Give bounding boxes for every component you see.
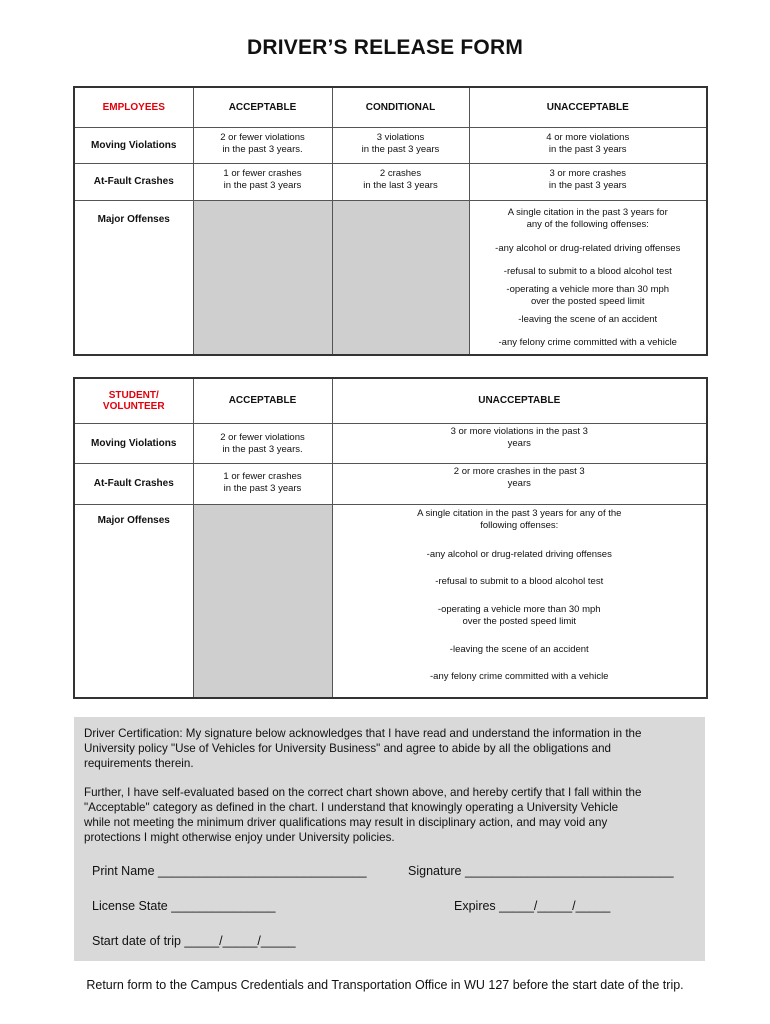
certification-paragraph: Driver Certification: My signature below acknowledges that I have read and understand the information in the University policy "Use of Vehicles for University Business" and agree to abide by all the obligations and requirements therein. bbox=[84, 727, 642, 770]
student-acceptable-header: ACCEPTABLE bbox=[193, 378, 332, 423]
emp-major-unacceptable: A single citation in the past 3 years for any of the following offenses: -any alcohol or drug-related driving offenses -refusal to submit to a blood alcohol test -operating a vehicle more than 30 mph over the posted speed limit -leaving the scene of an accident -any felony crime committed with a vehicle bbox=[469, 200, 707, 355]
self-evaluation-paragraph: Further, I have self-evaluated based on the correct chart shown above, and hereby certify that I fall within the "Acceptable" category as defined in the chart. I understand that knowingly operating a University Vehicle while not meeting the minimum driver qualifications may result in disciplinary action, and may void any protections I might otherwise enjoy under University policies. bbox=[84, 786, 642, 844]
employees-header: EMPLOYEES bbox=[74, 87, 193, 127]
conditional-header: CONDITIONAL bbox=[332, 87, 469, 127]
unacceptable-header: UNACCEPTABLE bbox=[469, 87, 707, 127]
row-label-major-offenses: Major Offenses bbox=[74, 200, 193, 355]
expires-field[interactable]: Expires _____/_____/_____ bbox=[454, 899, 611, 913]
student-row-label-at-fault-crashes: At-Fault Crashes bbox=[74, 463, 193, 504]
stu-moving-acceptable: 2 or fewer violations in the past 3 years. bbox=[193, 423, 332, 463]
stu-major-acceptable-shaded bbox=[193, 504, 332, 698]
employees-table bbox=[73, 86, 708, 356]
student-volunteer-header: STUDENT/ VOLUNTEER bbox=[74, 378, 193, 423]
row-label-moving-violations: Moving Violations bbox=[74, 127, 193, 163]
certification-box bbox=[74, 717, 705, 961]
page-title: DRIVER’S RELEASE FORM bbox=[246, 36, 524, 59]
students-table bbox=[73, 377, 708, 699]
stu-moving-unacceptable: 3 or more violations in the past 3 years bbox=[332, 423, 707, 463]
emp-crashes-acceptable: 1 or fewer crashes in the past 3 years bbox=[193, 163, 332, 200]
emp-major-conditional-shaded bbox=[332, 200, 469, 355]
emp-crashes-unacceptable: 3 or more crashes in the past 3 years bbox=[469, 163, 707, 200]
stu-crashes-acceptable: 1 or fewer crashes in the past 3 years bbox=[193, 463, 332, 504]
print-name-field[interactable]: Print Name ______________________________ bbox=[92, 864, 367, 878]
student-unacceptable-header: UNACCEPTABLE bbox=[332, 378, 707, 423]
stu-major-unacceptable: A single citation in the past 3 years for any of the following offenses: -any alcohol or drug-related driving offenses -refusal to submit to a blood alcohol test -operating a vehicle more than 30 mph over the posted speed limit -leaving the scene of an accident -any felony crime committed with a vehicle bbox=[332, 504, 707, 698]
emp-moving-acceptable: 2 or fewer violations in the past 3 years. bbox=[193, 127, 332, 163]
start-date-field[interactable]: Start date of trip _____/_____/_____ bbox=[92, 934, 296, 948]
stu-crashes-unacceptable: 2 or more crashes in the past 3 years bbox=[332, 463, 707, 504]
emp-moving-unacceptable: 4 or more violations in the past 3 years bbox=[469, 127, 707, 163]
license-state-field[interactable]: License State _______________ bbox=[92, 899, 276, 913]
student-row-label-major-offenses: Major Offenses bbox=[74, 504, 193, 698]
emp-major-acceptable-shaded bbox=[193, 200, 332, 355]
emp-crashes-conditional: 2 crashes in the last 3 years bbox=[332, 163, 469, 200]
row-label-at-fault-crashes: At-Fault Crashes bbox=[74, 163, 193, 200]
emp-moving-conditional: 3 violations in the past 3 years bbox=[332, 127, 469, 163]
signature-field[interactable]: Signature ______________________________ bbox=[408, 864, 674, 878]
return-instructions: Return form to the Campus Credentials and Transportation Office in WU 127 before the start date of the trip. bbox=[86, 978, 684, 992]
acceptable-header: ACCEPTABLE bbox=[193, 87, 332, 127]
student-row-label-moving-violations: Moving Violations bbox=[74, 423, 193, 463]
